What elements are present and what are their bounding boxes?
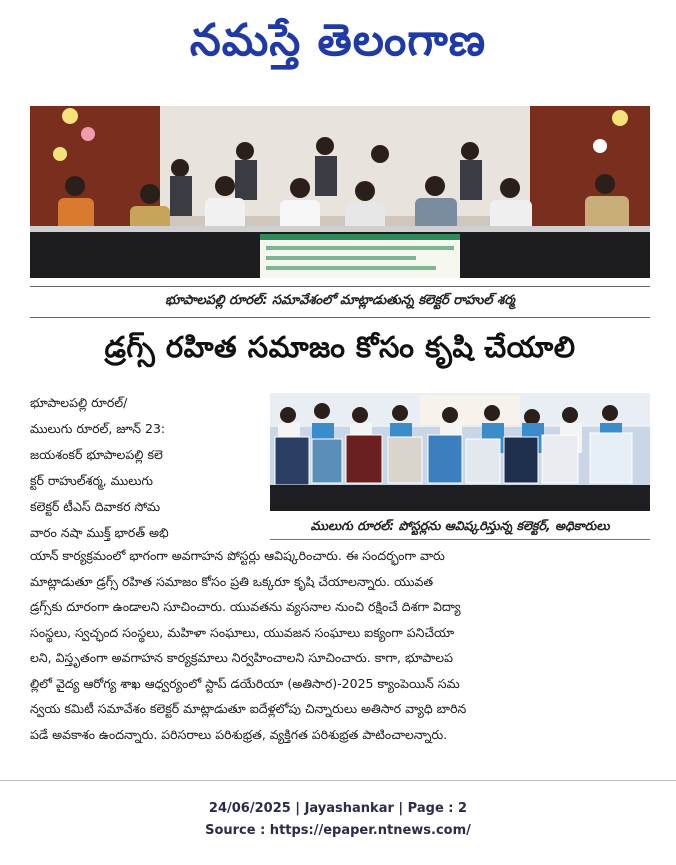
body-line: యాన్ కార్యక్రమంలో భాగంగా అవగాహన పోస్టర్లు ఆవిష్కరించారు. ఈ సందర్భంగా వారు: [30, 548, 445, 563]
meeting-photo-graphic: [30, 106, 650, 278]
body-line: జయశంకర్ భూపాలపల్లి కలె: [30, 447, 163, 462]
article-headline: డ్రగ్స్ రహిత సమాజం కోసం కృషి చేయాలి: [104, 330, 576, 364]
meeting-photo: [30, 106, 650, 278]
body-line: ములుగు రూరల్, జూన్ 23:: [30, 421, 166, 436]
photo-caption: ములుగు రూరల్: పోస్టర్లను ఆవిష్కరిస్తున్న కలెక్టర్, అధికారులు: [270, 515, 650, 540]
poster-launch-graphic: [270, 393, 650, 511]
body-line: సంస్థలు, స్వచ్ఛంద సంస్థలు, మహిళా సంఘాలు, యువజన సంఘాలు ఐక్యంగా పనిచేయా: [30, 624, 455, 640]
article-body-column: [30, 390, 262, 546]
body-line: ల్లిలో వైద్య ఆరోగ్య శాఖ ఆధ్వర్యంలో స్టాప్ డయేరియా (అతిసార)-2025 క్యాంపెయిన్ సమ: [30, 675, 460, 691]
body-line: వారం నషా ముక్త్ భారత్ అభి: [30, 525, 169, 540]
poster-launch-photo: [270, 393, 650, 511]
article-body-full: [30, 543, 652, 747]
body-line: డ్రగ్స్‌కు దూరంగా ఉండాలని సూచించారు. యువతను వ్యసనాల నుంచి రక్షించే దిశగా విద్యా: [30, 599, 461, 614]
page-footer: [0, 798, 676, 842]
body-line: భూపాలపల్లి రూరల్/: [30, 395, 128, 410]
body-line: క్టర్ రాహుల్‌శర్మ, ములుగు: [30, 473, 154, 488]
footer-edition-info: 24/06/2025 | Jayashankar | Page : 2: [208, 801, 468, 816]
photo-caption: భూపాలపల్లి రూరల్: సమావేశంలో మాట్లాడుతున్న కలెక్టర్ రాహుల్ శర్మ: [30, 286, 650, 318]
body-line: మాట్లాడుతూ డ్రగ్స్ రహిత సమాజం కోసం ప్రతి ఒక్కరూ కృషి చేయాలన్నారు. యువత: [30, 573, 434, 589]
masthead-title: నమస్తే తెలంగాణ: [189, 15, 487, 66]
body-line: లని, విస్తృతంగా అవగాహన కార్యక్రమాలు నిర్వహించాలని సూచించారు. కాగా, భూపాలప: [30, 650, 453, 665]
body-line: పడే అవకాశం ఉందన్నారు. పరిసరాలు పరిశుభ్రత, వ్యక్తిగత పరిశుభ్రత పాటించాలన్నారు.: [30, 726, 448, 742]
body-line: కలెక్టర్ టీఎస్ దివాకర సోమ: [30, 499, 161, 514]
footer-divider: [0, 780, 676, 781]
newspaper-masthead: [0, 0, 676, 92]
body-line: న్వయ కమిటీ సమావేశం కలెక్టర్ మాట్లాడుతూ ఐదేళ్లలోపు చిన్నారులు అతిసార వ్యాధి బారిన: [30, 701, 467, 716]
footer-source-link[interactable]: Source : https://epaper.ntnews.com/: [205, 823, 471, 838]
